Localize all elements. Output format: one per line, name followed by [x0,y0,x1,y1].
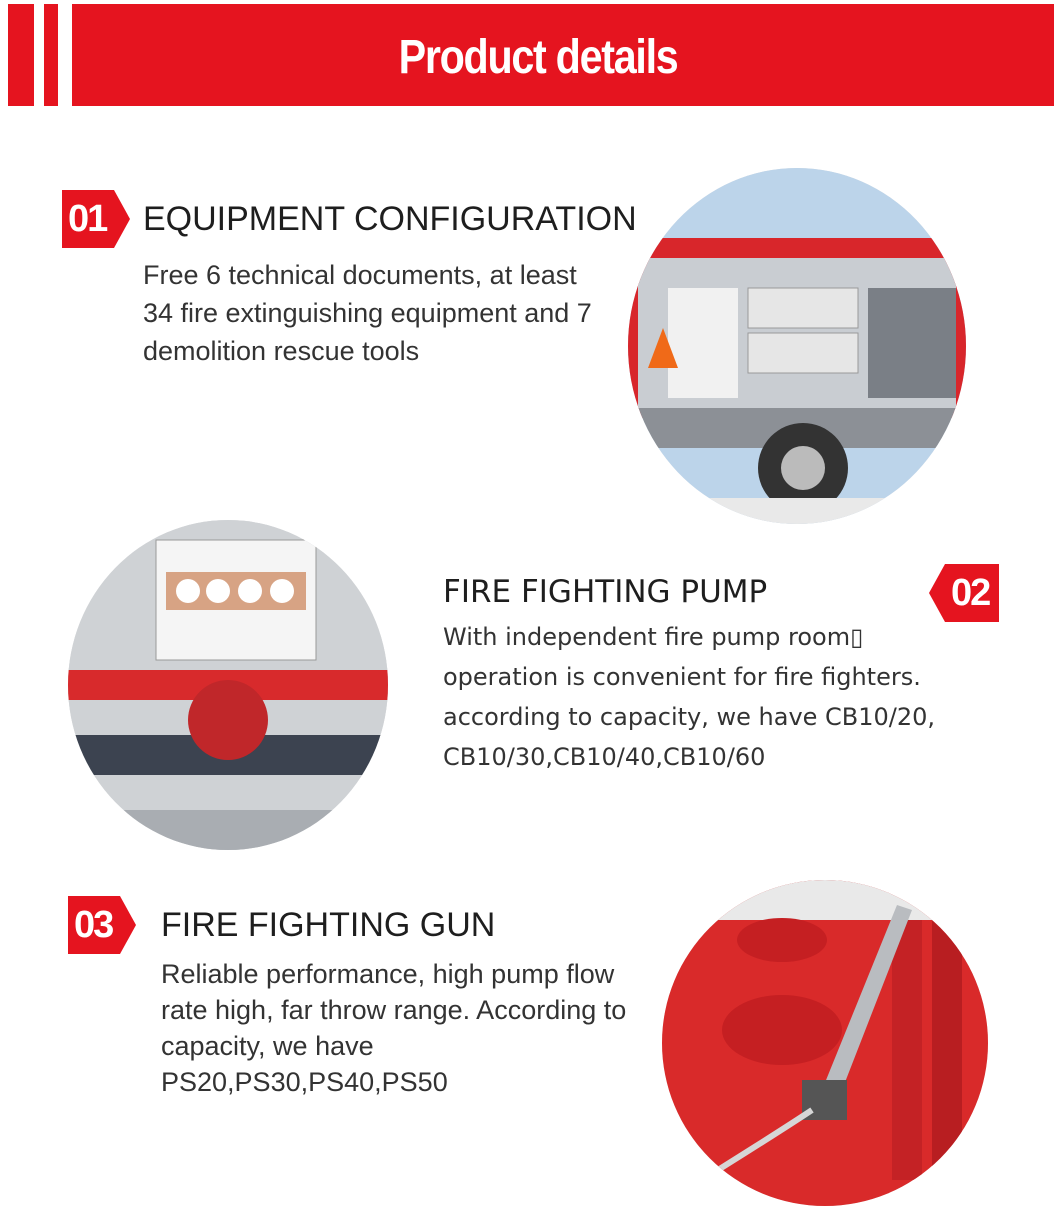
page-title: Product details [398,31,678,84]
section-number-badge: 02 [929,564,999,622]
fire-truck-equipment-image [628,168,966,524]
section-title: EQUIPMENT CONFIGURATION [143,200,637,238]
fire-pump-image [68,520,388,850]
header-stripe-left [8,4,34,106]
section-description: Reliable performance, high pump flow rate high, far throw range. According to capacity, we have PS20,PS30,PS40,PS50 [161,959,627,1097]
section-number-badge: 03 [68,896,136,954]
section-number-badge: 01 [62,190,130,248]
section-description: Free 6 technical documents, at least 34 fire extinguishing equipment and 7 demolition rescue tools [143,260,592,366]
fire-monitor-image [662,880,988,1206]
section-title: FIRE FIGHTING GUN [161,906,496,944]
header-stripe-middle [44,4,58,106]
section-description: With independent fire pump room▯ operation is convenient for fire fighters. according to capacity, we have CB10/20, CB10/30,CB10/40,CB10/60 [443,623,936,771]
section-title: FIRE FIGHTING PUMP [443,574,768,610]
